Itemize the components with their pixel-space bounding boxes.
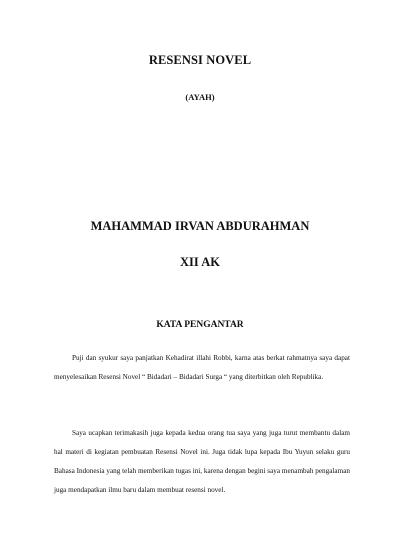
paragraph-1: Puji dan syukur saya panjatkan Kehadirat illahi Robbi, karna atas berkat rahmatnya saya dapat menyelesaikan Resensi Novel “ Bidadari – Bidadari Surga “ yang diterbitkan oleh Republika. — [54, 354, 350, 381]
document-title: RESENSI NOVEL — [148, 53, 252, 67]
class-name: XII AK — [180, 255, 220, 269]
paragraph-2: Saya ucapkan terimakasih juga kepada kedua orang tua saya yang juga turut membantu dalam hal materi di kegiatan pembuatan Resensi Novel ini. Juga tidak lupa kepada Ibu Yuyun selaku guru Bahasa Indonesia yang telah memberikan tugas ini, karena dengan begini saya menambah pengalaman juga mendapatkan ilmu baru dalam membuat resensi novel. — [54, 429, 350, 494]
section-heading: KATA PENGANTAR — [156, 320, 244, 330]
author-name: MAHAMMAD IRVAN ABDURAHMAN — [90, 219, 310, 233]
novel-name: (AYAH) — [185, 92, 215, 102]
